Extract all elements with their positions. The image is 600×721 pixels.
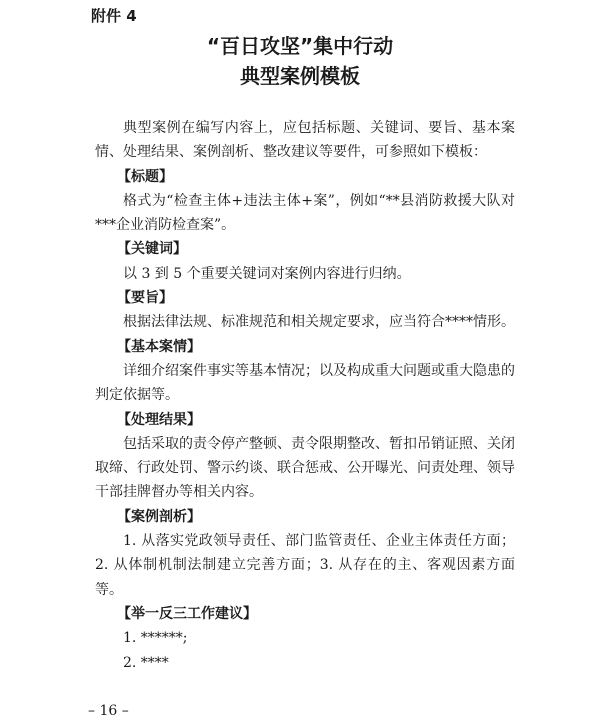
section-heading-keywords: 【关键词】 xyxy=(117,241,187,258)
section-heading-title: 【标题】 xyxy=(117,168,173,185)
section-heading-suggestions: 【举一反三工作建议】 xyxy=(117,605,257,622)
section-body-title: 格式为“检查主体+违法主体+案”，例如“**县消防救援大队对***企业消防检查案”。 xyxy=(95,192,515,234)
attachment-label: 附件 4 xyxy=(91,7,137,25)
section-body-case-facts: 详细介绍案件事实等基本情况；以及构成重大问题或重大隐患的判定依据等。 xyxy=(95,362,515,404)
section-heading-analysis: 【案例剖析】 xyxy=(117,508,201,525)
section-heading-gist: 【要旨】 xyxy=(117,290,173,307)
document-title-line-2: 典型案例模板 xyxy=(240,64,360,88)
section-body-result: 包括采取的责令停产整顿、责令限期整改、暂扣吊销证照、关闭取缔、行政处罚、警示约谈、联合惩戒、公开曝光、问责处理、领导干部挂牌督办等相关内容。 xyxy=(95,435,515,501)
section-body-gist: 根据法律法规、标准规范和相关规定要求，应当符合****情形。 xyxy=(123,314,515,331)
suggestion-item-1: 1. ******; xyxy=(123,630,188,647)
intro-paragraph: 典型案例在编写内容上，应包括标题、关键词、要旨、基本案情、处理结果、案例剖析、整改建议等要件，可参照如下模板： xyxy=(95,120,515,161)
page-number: – 16 – xyxy=(88,703,129,719)
document-body xyxy=(95,116,515,675)
suggestion-item-2: 2. **** xyxy=(123,654,169,671)
section-body-analysis: 1. 从落实党政领导责任、部门监管责任、企业主体责任方面；2. 从体制机制法制建立完善方面；3. 从存在的主、客观因素方面等。 xyxy=(95,533,515,598)
section-heading-case-facts: 【基本案情】 xyxy=(117,338,201,355)
section-heading-result: 【处理结果】 xyxy=(117,411,201,428)
section-body-keywords: 以 3 到 5 个重要关键词对案例内容进行归纳。 xyxy=(123,265,411,282)
document-title-line-1: “百日攻坚”集中行动 xyxy=(206,34,394,58)
